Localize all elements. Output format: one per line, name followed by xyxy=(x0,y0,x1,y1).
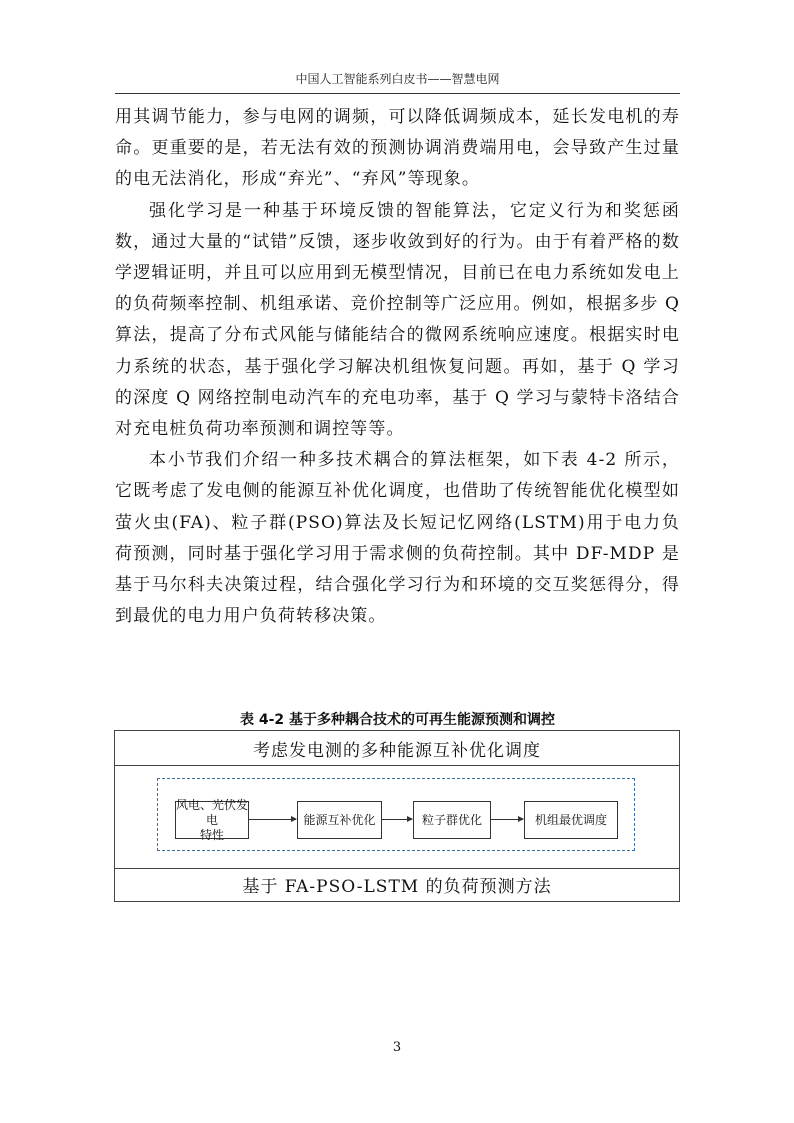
table-4-2 xyxy=(114,730,680,902)
flow-step-wind-solar xyxy=(175,797,249,842)
table-row-footer: 基于 FA-PSO-LSTM 的负荷预测方法 xyxy=(242,877,552,897)
arrow-right-icon xyxy=(249,819,296,820)
page-number: 3 xyxy=(392,1040,402,1055)
arrow-right-icon xyxy=(491,819,523,820)
flow-step-wind-solar-line2: 特性 xyxy=(199,827,224,842)
flow-step-unit-dispatch: 机组最优调度 xyxy=(524,801,618,839)
arrow-right-icon xyxy=(382,819,412,820)
paragraph-3: 本小节我们介绍一种多技术耦合的算法框架，如下表 4-2 所示，它既考虑了发电侧的能源互补优化调度，也借助了传统智能优化模型如萤火虫(FA)、粒子群(PSO)算法及长短记忆网络(LSTM)用于电力负荷预测，同时基于强化学习用于需求侧的负荷控制。其中 DF-MDP 是基于马尔科夫决策过程，结合强化学习行为和环境的交互奖惩得分，得到最优的电力用户负荷转移决策。 xyxy=(115,450,680,627)
table-row-header: 考虑发电测的多种能源互补优化调度 xyxy=(115,731,679,766)
flow-step-wind-solar-line1: 风电、光伏发电 xyxy=(176,797,249,827)
body-text xyxy=(115,102,680,632)
flow-step-pso: 粒子群优化 xyxy=(413,801,491,839)
running-header: 中国人工智能系列白皮书——智慧电网 xyxy=(115,70,680,94)
table-row-diagram xyxy=(115,765,679,869)
flow-step-energy-complement: 能源互补优化 xyxy=(297,801,382,839)
flowchart-frame xyxy=(157,778,635,851)
paragraph-1: 用其调节能力，参与电网的调频，可以降低调频成本，延长发电机的寿命。更重要的是，若无法有效的预测协调消费端用电，会导致产生过量的电无法消化，形成“弃光”、“弃风”等现象。 xyxy=(115,107,680,190)
paragraph-2: 强化学习是一种基于环境反馈的智能算法，它定义行为和奖惩函数，通过大量的“试错”反馈，逐步收敛到好的行为。由于有着严格的数学逻辑证明，并且可以应用到无模型情况，目前已在电力系统如发电上的负荷频率控制、机组承诺、竞价控制等广泛应用。例如，根据多步 Q 算法，提高了分布式风能与储能结合的微网系统响应速度。根据实时电力系统的状态，基于强化学习解决机组恢复问题。再如，基于 Q 学习的深度 Q 网络控制电动汽车的充电功率，基于 Q 学习与蒙特卡洛结合对充电桩负荷功率预测和调控等等。 xyxy=(115,200,680,440)
table-caption: 表 4-2 基于多种耦合技术的可再生能源预测和调控 xyxy=(239,712,556,728)
